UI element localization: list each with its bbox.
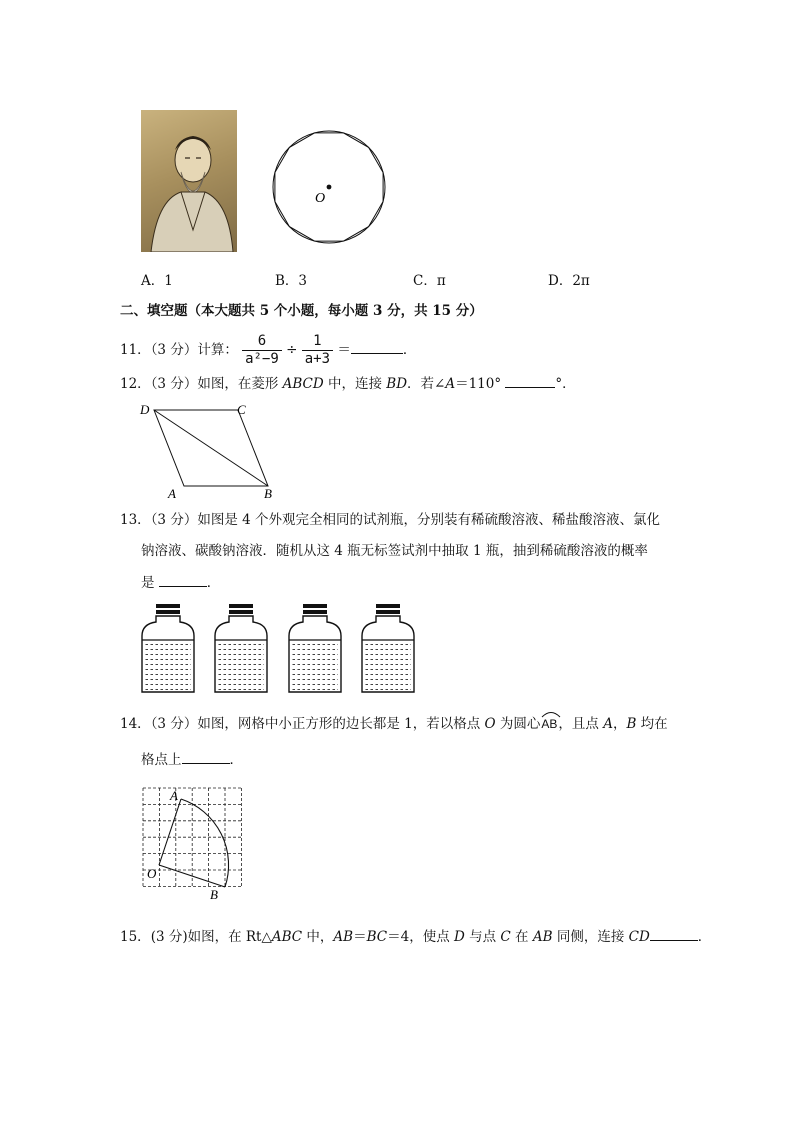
- answer-blank-11[interactable]: [351, 339, 403, 354]
- center-label: O: [315, 191, 326, 206]
- bottle-4: [362, 604, 414, 692]
- question-13-line-2: 钠溶液、碳酸钠溶液．随机从这 4 瓶无标签试剂中抽取 1 瓶，抽到稀硫酸溶液的概率: [141, 543, 648, 559]
- label-a: A: [170, 788, 178, 803]
- answer-blank-15[interactable]: [650, 926, 698, 941]
- question-12: 12．（3 分）如图，在菱形 ABCD 中，连接 BD．若∠A＝110° °．: [120, 373, 576, 394]
- question-15: 15．(3 分)如图，在 Rt△ABC 中，AB＝BC＝4，使点 D 与点 C 在 AB 同侧，连接 CD ．: [120, 926, 711, 947]
- fraction-2: $\frac{1}{a+3}$: [302, 333, 333, 368]
- question-11: 11．（3 分）计算： $\frac{6}{\text{a²−9}}$ ÷ $\frac{1}{a+3}$ ＝ ．: [120, 333, 417, 367]
- fraction-1: $\frac{6}{\text{a²−9}}$: [242, 333, 282, 368]
- question-13-line-1: 13．（3 分）如图是 4 个外观完全相同的试剂瓶，分别装有稀硫酸溶液、稀盐酸溶液、氯化: [120, 512, 660, 528]
- label-b: B: [264, 486, 272, 501]
- label-a: A: [168, 486, 176, 501]
- question-14-line-2: 格点上 ．: [141, 749, 243, 770]
- label-c: C: [237, 402, 246, 417]
- arc-symbol: [540, 710, 562, 718]
- answer-blank-12[interactable]: [505, 373, 555, 388]
- option-d: D．2π: [548, 273, 590, 289]
- bottle-2: [215, 604, 267, 692]
- dashed-grid: [143, 788, 241, 886]
- portrait-image: [141, 110, 237, 252]
- center-point: [327, 185, 332, 190]
- arc-ab-notation: AB: [540, 714, 558, 734]
- label-b: B: [210, 887, 218, 902]
- circle-polygon-figure: [270, 128, 388, 246]
- segment-oa: [159, 799, 181, 865]
- reagent-bottles-figure: [138, 600, 428, 696]
- arc-ab: [181, 799, 229, 887]
- option-b: B．3: [275, 273, 308, 289]
- answer-blank-13[interactable]: [159, 572, 207, 587]
- question-13-line-3: 是 ．: [141, 572, 220, 593]
- portrait-drawing: [141, 110, 237, 252]
- option-a: A．1: [141, 273, 173, 289]
- grid-sector-figure: [138, 784, 248, 906]
- label-d: D: [140, 402, 150, 417]
- rhombus-figure: [132, 398, 292, 504]
- section-title: 二、填空题（本大题共 5 个小题，每小题 3 分，共 15 分）: [120, 303, 483, 319]
- bottle-3: [289, 604, 341, 692]
- question-14-line-1: 14．（3 分）如图，网格中小正方形的边长都是 1，若以格点 O 为圆心 AB，且点 A，B 均在: [120, 714, 668, 734]
- bottle-1: [142, 604, 194, 692]
- option-c: C．π: [413, 273, 446, 289]
- label-o: O: [147, 866, 157, 881]
- answer-blank-14[interactable]: [182, 749, 230, 764]
- diagonal-bd: [154, 410, 268, 486]
